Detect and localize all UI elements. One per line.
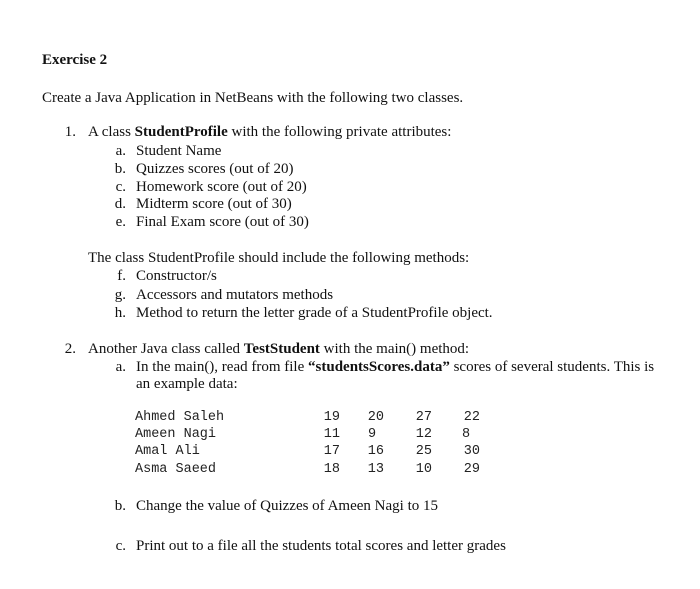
score-midterm: 10 — [415, 462, 432, 477]
score-midterm: 25 — [415, 444, 432, 459]
score-final: 30 — [463, 444, 480, 459]
exercise-title: Exercise 2 — [42, 52, 108, 68]
method-text: Method to return the letter grade of a StudentProfile object. — [136, 305, 493, 321]
score-midterm: 27 — [415, 410, 432, 425]
item-2b-letter: b. — [114, 498, 126, 514]
method-letter: f. — [117, 268, 126, 284]
score-quizzes: 18 — [323, 462, 340, 477]
score-midterm: 12 — [415, 427, 432, 442]
score-quizzes: 11 — [323, 427, 340, 442]
score-final: 22 — [463, 410, 480, 425]
method-text: Accessors and mutators methods — [136, 287, 334, 303]
attr-letter: d. — [114, 196, 126, 212]
attr-letter: b. — [114, 161, 126, 177]
class-name-teststudent: TestStudent — [243, 341, 320, 357]
method-text: Constructor/s — [136, 268, 217, 284]
student-name: Amal Ali — [135, 444, 200, 459]
attr-text: Final Exam score (out of 30) — [136, 214, 309, 230]
student-name: Asma Saeed — [135, 462, 217, 477]
attr-text: Student Name — [136, 143, 222, 159]
score-homework: 20 — [367, 410, 384, 425]
item-1-heading: A class StudentProfile with the following private attributes: — [88, 124, 452, 140]
item-2c-text: Print out to a file all the students total scores and letter grades — [136, 538, 506, 554]
attr-letter: a. — [115, 143, 126, 159]
methods-intro: The class StudentProfile should include the following methods: — [88, 250, 470, 266]
score-homework: 16 — [367, 444, 384, 459]
score-homework: 9 — [368, 427, 377, 442]
item-2c-letter: c. — [115, 538, 126, 554]
attr-letter: e. — [115, 214, 126, 230]
score-final: 29 — [463, 462, 480, 477]
class-name-studentprofile: StudentProfile — [134, 124, 228, 140]
score-final: 8 — [462, 427, 471, 442]
attr-text: Quizzes scores (out of 20) — [136, 161, 294, 177]
score-homework: 13 — [367, 462, 384, 477]
student-name: Ameen Nagi — [135, 427, 217, 442]
item-2a-letter: a. — [115, 359, 126, 375]
attr-letter: c. — [115, 179, 126, 195]
item-2a-line2: an example data: — [136, 376, 238, 392]
data-filename: “studentsScores.data” — [308, 359, 450, 375]
item-2b-text: Change the value of Quizzes of Ameen Nagi to 15 — [136, 498, 438, 514]
score-quizzes: 19 — [323, 410, 340, 425]
item-2a-line1: In the main(), read from file “studentsScores.data” scores of several students. This is — [136, 359, 655, 375]
exercise-intro: Create a Java Application in NetBeans with the following two classes. — [42, 90, 464, 106]
student-name: Ahmed Saleh — [135, 410, 225, 425]
item-2-heading: Another Java class called TestStudent with the main() method: — [88, 341, 470, 357]
score-quizzes: 17 — [323, 444, 340, 459]
item-1-number: 1. — [64, 124, 76, 140]
method-letter: g. — [114, 287, 126, 303]
attr-text: Homework score (out of 20) — [136, 179, 307, 195]
method-letter: h. — [114, 305, 126, 321]
attr-text: Midterm score (out of 30) — [136, 196, 292, 212]
item-2-number: 2. — [64, 341, 76, 357]
